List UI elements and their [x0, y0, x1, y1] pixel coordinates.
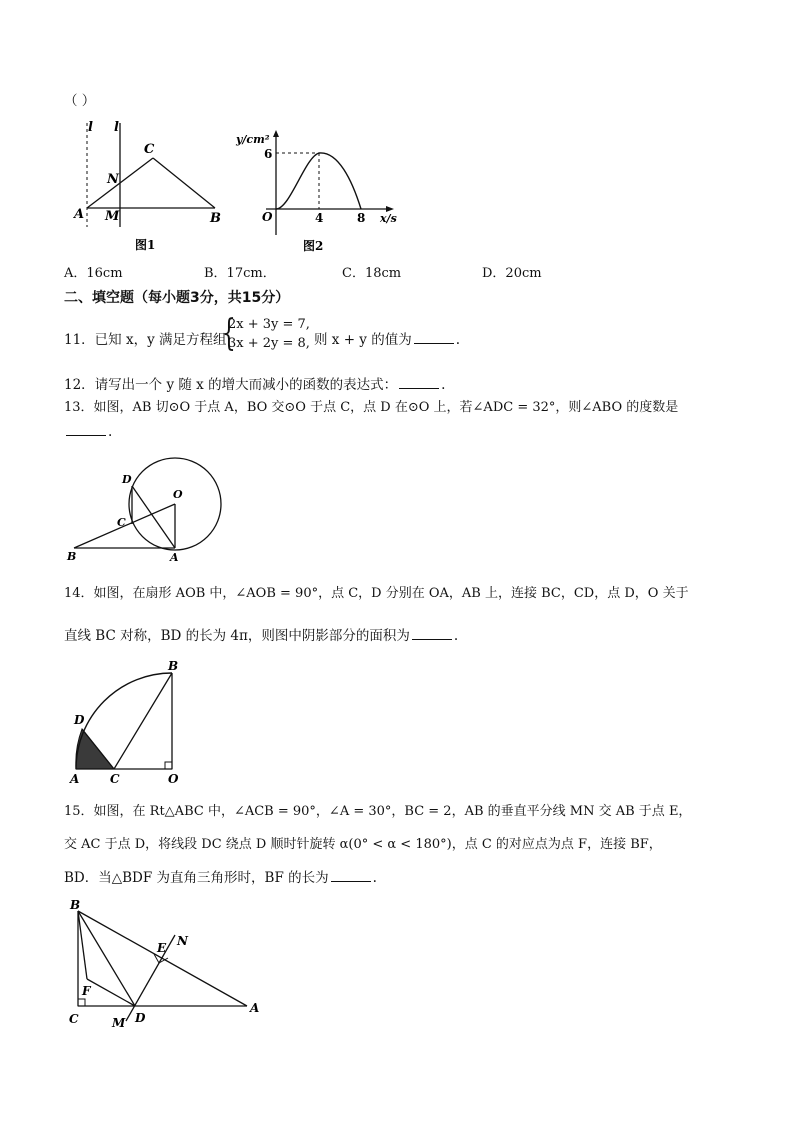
q11-suffix-text: 则 x + y 的值为	[314, 332, 412, 348]
option-c: C．18cm	[342, 266, 402, 281]
label-n: N	[177, 934, 188, 948]
option-d: D．20cm	[482, 266, 542, 281]
label-c: C	[144, 142, 155, 157]
label-l-solid: l	[114, 120, 119, 135]
q14-answer-blank[interactable]	[412, 627, 452, 640]
segment-fd	[87, 979, 135, 1006]
q15-end: .	[372, 870, 377, 886]
label-b: B	[168, 660, 179, 673]
label-c: C	[69, 1012, 79, 1026]
label-d: D	[74, 713, 85, 727]
origin-label: O	[262, 210, 273, 224]
label-d: D	[135, 1011, 146, 1025]
label-b: B	[70, 898, 81, 912]
y-axis-arrow	[273, 130, 279, 137]
figure-2-caption: 图2	[303, 239, 324, 253]
q12-text	[64, 376, 445, 394]
label-n: N	[107, 172, 119, 187]
q15-answer-blank[interactable]	[331, 869, 371, 882]
q10-answer-paren: （ ）	[64, 93, 96, 109]
q10-figure-1	[70, 115, 230, 260]
q14-question: 直线 BC 对称，BD 的长为 4π，则图中阴影部分的面积为	[64, 628, 410, 644]
tick-8: 8	[357, 211, 366, 225]
option-b: B．17cm．	[204, 266, 276, 281]
label-b: B	[67, 550, 77, 563]
label-l-dashed: l	[88, 120, 93, 135]
q15-line-1: 15．如图，在 Rt△ABC 中，∠ACB = 90°，∠A = 30°，BC = 2，AB 的垂直平分线 MN 交 AB 于点 E，	[64, 804, 692, 819]
q15-figure	[62, 895, 272, 1035]
label-o: O	[168, 772, 179, 786]
brace-symbol: {	[222, 313, 236, 354]
q13-figure	[62, 450, 232, 570]
label-a: A	[74, 207, 85, 222]
equation-1: 2x + 3y = 7,	[228, 317, 310, 332]
tick-4: 4	[315, 211, 324, 225]
label-c: C	[117, 516, 126, 529]
q11-end: .	[455, 332, 461, 348]
label-o: O	[173, 488, 183, 501]
q12-answer-blank[interactable]	[399, 376, 439, 389]
section-title: 二、填空题（每小题3分，共15分）	[64, 290, 290, 306]
label-d: D	[122, 473, 132, 486]
right-angle-mark	[165, 762, 172, 769]
q11-prefix: 11．已知 x，y 满足方程组	[64, 332, 227, 348]
equation-system	[228, 315, 310, 353]
label-a: A	[250, 1001, 260, 1015]
segment-bf	[78, 911, 87, 979]
q13-blank-line	[64, 423, 112, 441]
y-axis-label: y/cm²	[236, 133, 270, 146]
label-e: E	[157, 941, 167, 955]
label-a: A	[70, 772, 80, 786]
equation-2: 3x + 2y = 8,	[228, 336, 310, 351]
q14-line-1: 14．如图，在扇形 AOB 中，∠AOB = 90°，点 C，D 分别在 OA，AB 上，连接 BC，CD，点 D，O 关于	[64, 586, 689, 601]
q14-line-2	[64, 627, 458, 645]
q13-answer-blank[interactable]	[66, 423, 106, 436]
q15-question: BD．当△BDF 为直角三角形时，BF 的长为	[64, 870, 329, 886]
segment-cb	[153, 158, 215, 208]
q15-line-3	[64, 869, 377, 887]
segment-da	[132, 486, 175, 548]
q14-figure	[64, 660, 194, 790]
line-mn	[126, 935, 175, 1021]
tick-6: 6	[264, 147, 273, 161]
figure-1-caption: 图1	[135, 238, 156, 252]
label-f: F	[82, 984, 91, 998]
x-axis-label: x/s	[380, 212, 397, 225]
right-angle-c	[78, 999, 85, 1006]
q13-end: .	[108, 424, 113, 440]
label-m: M	[105, 209, 120, 224]
q11-answer-blank[interactable]	[414, 331, 454, 344]
label-b: B	[210, 211, 221, 226]
label-c: C	[110, 772, 120, 786]
q13-text: 13．如图，AB 切⊙O 于点 A，BO 交⊙O 于点 C，点 D 在⊙O 上，若∠ADC = 32°，则∠ABO 的度数是	[64, 400, 679, 415]
q12-question: 12．请写出一个 y 随 x 的增大而减小的函数的表达式：	[64, 377, 398, 393]
q14-end: .	[453, 628, 459, 644]
q10-figure-2	[230, 125, 410, 260]
segment-ba	[78, 911, 247, 1006]
label-a: A	[170, 551, 179, 564]
q12-end: .	[441, 377, 446, 393]
q11-suffix	[314, 331, 460, 349]
label-m: M	[112, 1016, 126, 1030]
q15-line-2: 交 AC 于点 D，将线段 DC 绕点 D 顺时针旋转 α(0° < α < 180°)，点 C 的对应点为点 F，连接 BF，	[64, 837, 662, 852]
option-a: A．16cm	[64, 266, 123, 281]
